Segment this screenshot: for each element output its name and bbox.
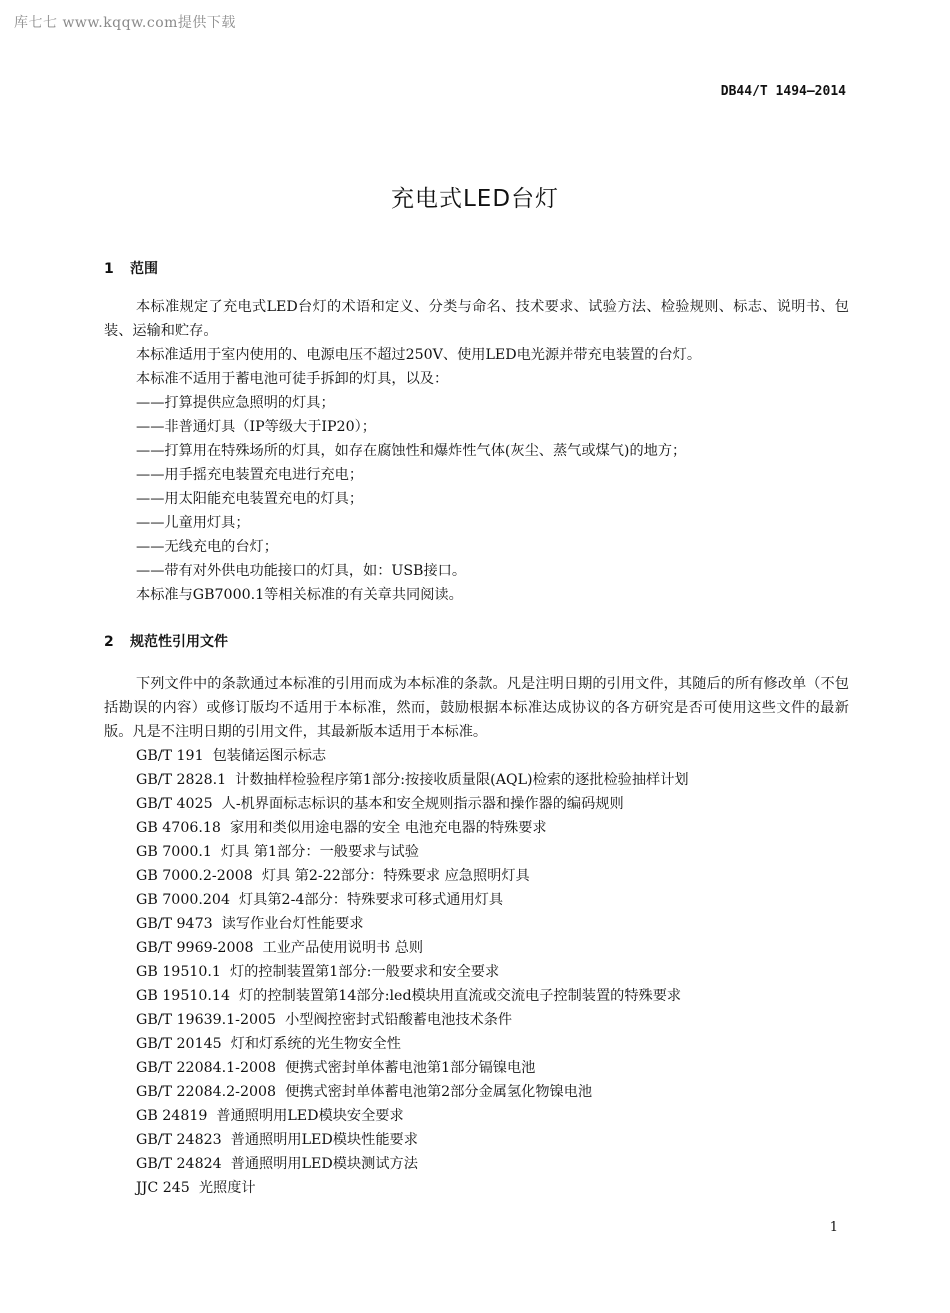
list-item: ——儿童用灯具； (136, 515, 250, 531)
section-heading-scope (104, 258, 158, 278)
reference-item: GB/T 9969-2008 工业产品使用说明书 总则 (136, 940, 424, 956)
reference-item: GB/T 20145 灯和灯系统的光生物安全性 (136, 1036, 401, 1052)
section-number: 2 (104, 634, 114, 650)
reference-item: GB/T 9473 读写作业台灯性能要求 (136, 916, 364, 932)
reference-item: GB 7000.2-2008 灯具 第2-22部分：特殊要求 应急照明灯具 (136, 868, 530, 884)
section-heading-normative-references (104, 631, 228, 651)
section-title: 规范性引用文件 (130, 634, 228, 650)
list-item: ——无线充电的台灯； (136, 539, 278, 555)
page-number: 1 (829, 1220, 838, 1235)
list-item: ——用太阳能充电装置充电的灯具； (136, 491, 364, 507)
watermark-text: 库七七 www.kqqw.com提供下载 (14, 15, 236, 31)
reference-item: GB/T 24823 普通照明用LED模块性能要求 (136, 1132, 418, 1148)
reference-item: GB/T 22084.2-2008 便携式密封单体蓄电池第2部分金属氢化物镍电池 (136, 1084, 593, 1100)
paragraph: 本标准不适用于蓄电池可徒手拆卸的灯具，以及： (136, 371, 449, 387)
reference-item: GB/T 24824 普通照明用LED模块测试方法 (136, 1156, 418, 1172)
reference-item: GB/T 19639.1-2005 小型阀控密封式铅酸蓄电池技术条件 (136, 1012, 513, 1028)
paragraph: 本标准适用于室内使用的、电源电压不超过250V、使用LED电光源并带充电装置的台灯。 (136, 347, 702, 363)
section-body-normative-references (104, 672, 849, 1200)
standard-code: DB44/T 1494—2014 (720, 84, 846, 99)
reference-item: GB 19510.14 灯的控制装置第14部分:led模块用直流或交流电子控制装置的特殊要求 (136, 988, 682, 1004)
page-title: 充电式LED台灯 (390, 186, 560, 212)
reference-item: GB 24819 普通照明用LED模块安全要求 (136, 1108, 404, 1124)
reference-item: GB 7000.1 灯具 第1部分：一般要求与试验 (136, 844, 419, 860)
paragraph: 下列文件中的条款通过本标准的引用而成为本标准的条款。凡是注明日期的引用文件，其随后的所有修改单（不包括勘误的内容）或修订版均不适用于本标准，然而，鼓励根据本标准达成协议的各方研究是否可使用这些文件的最新版。凡是不注明日期的引用文件，其最新版本适用于本标准。 (104, 676, 849, 740)
reference-item: GB 4706.18 家用和类似用途电器的安全 电池充电器的特殊要求 (136, 820, 547, 836)
reference-item: GB 7000.204 灯具第2-4部分：特殊要求可移式通用灯具 (136, 892, 504, 908)
reference-item: GB/T 2828.1 计数抽样检验程序第1部分:按接收质量限(AQL)检索的逐批检验抽样计划 (136, 772, 689, 788)
paragraph: 本标准与GB7000.1等相关标准的有关章共同阅读。 (136, 587, 463, 603)
reference-item: GB 19510.1 灯的控制装置第1部分:一般要求和安全要求 (136, 964, 500, 980)
paragraph: 本标准规定了充电式LED台灯的术语和定义、分类与命名、技术要求、试验方法、检验规则、标志、说明书、包装、运输和贮存。 (104, 299, 849, 339)
list-item: ——用手摇充电装置充电进行充电； (136, 467, 364, 483)
list-item: ——带有对外供电功能接口的灯具，如：USB接口。 (136, 563, 467, 579)
section-body-scope (104, 295, 849, 607)
reference-item: GB/T 4025 人-机界面标志标识的基本和安全规则指示器和操作器的编码规则 (136, 796, 624, 812)
reference-item: GB/T 22084.1-2008 便携式密封单体蓄电池第1部分镉镍电池 (136, 1060, 536, 1076)
section-title: 范围 (130, 261, 158, 277)
list-item: ——打算提供应急照明的灯具； (136, 395, 335, 411)
list-item: ——打算用在特殊场所的灯具，如存在腐蚀性和爆炸性气体(灰尘、蒸气或煤气)的地方； (136, 443, 687, 459)
reference-item: GB/T 191 包装储运图示标志 (136, 748, 327, 764)
list-item: ——非普通灯具（IP等级大于IP20）； (136, 419, 376, 435)
reference-item: JJC 245 光照度计 (136, 1180, 256, 1196)
section-number: 1 (104, 261, 114, 277)
